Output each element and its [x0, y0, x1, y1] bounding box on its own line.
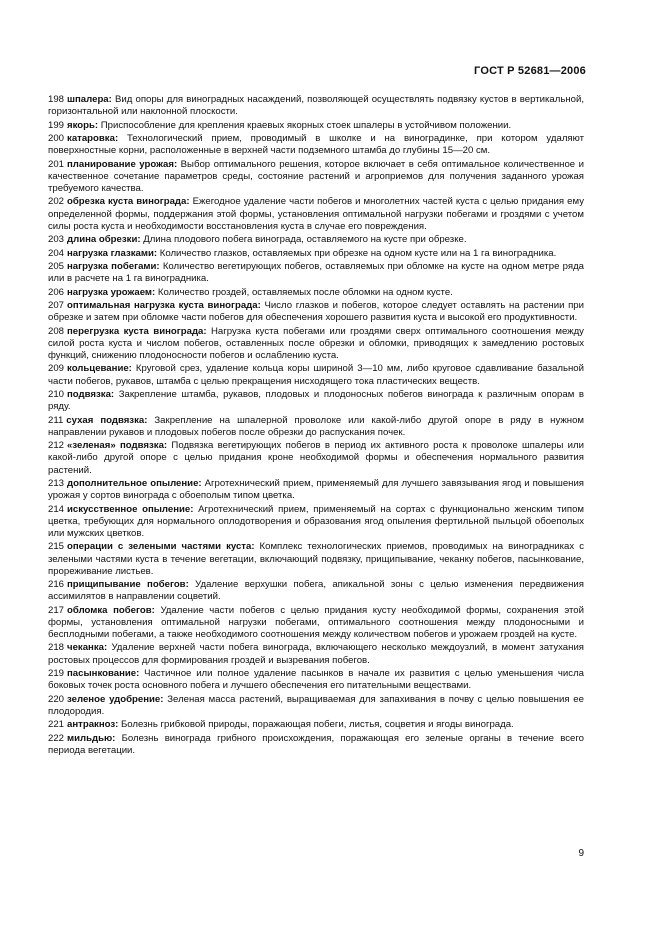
entry-number: 204 — [48, 247, 65, 259]
entry-term: планирование урожая: — [67, 158, 178, 170]
glossary-entry — [48, 389, 584, 413]
entry-term: нагрузка урожаем: — [67, 286, 156, 298]
glossary-entry — [48, 261, 584, 285]
entry-definition: Частичное или полное удаление пасынков в начале их развития с целью уменьшения числа боковых точек роста основного побега и лучшего обеспечения его питательными веществами. — [48, 668, 584, 692]
entry-term: дополнительное опыление: — [67, 477, 202, 489]
entry-term: якорь: — [67, 119, 99, 131]
glossary-entry — [48, 120, 584, 132]
entry-number: 210 — [48, 388, 65, 400]
entry-term: операции с зелеными частями куста: — [67, 541, 255, 553]
glossary-entry — [48, 579, 584, 603]
entry-term: прищипывание побегов: — [67, 579, 189, 591]
entry-definition: Удаление верхушки побега, апикальной зоны с целью изменения передвижения ассимилятов в направлении соцветий. — [48, 579, 584, 603]
entry-term: нагрузка побегами: — [67, 260, 160, 272]
entry-number: 199 — [48, 119, 65, 131]
entry-definition: Комплекс технологических приемов, проводимых на виноградниках с зелеными частями куста в течение вегетации, включающий подвязку, прищипывание, чеканку побегов, пасынкование, прореживание листьев. — [48, 541, 584, 577]
glossary-entry — [48, 287, 584, 299]
glossary-entry — [48, 415, 584, 439]
document-code: ГОСТ Р 52681—2006 — [474, 65, 586, 77]
entry-term: нагрузка глазками: — [67, 247, 158, 259]
entry-definition: Закрепление на шпалерной проволоке или какой-либо другой опоре в ряду в нужном направлении рукавов и плодовых побегов после обрезки до распускания почек. — [48, 414, 585, 438]
glossary-entry — [48, 248, 584, 260]
entry-term: перегрузка куста винограда: — [67, 325, 207, 337]
entry-term: мильдью: — [67, 732, 116, 744]
entry-number: 201 — [48, 158, 65, 170]
entry-number: 198 — [48, 94, 65, 105]
glossary-entry — [48, 196, 584, 233]
entry-term: катаровка: — [67, 132, 119, 144]
entry-term: сухая подвязка: — [66, 414, 148, 426]
entry-term: оптимальная нагрузка куста винограда: — [67, 299, 261, 311]
glossary-entry — [48, 133, 584, 157]
entry-number: 212 — [48, 440, 65, 452]
glossary-entries — [48, 94, 584, 758]
entry-definition: Число глазков и побегов, которое следует оставлять на растении при обрезке и затем при обломке части побегов для обеспечения хорошего развития куста и высокой его продуктивности. — [48, 299, 584, 324]
entry-definition: Ежегодное удаление части побегов и многолетних частей куста с целью придания ему определенной формы, поддержания этой формы, установления оптимальной нагрузки побегами и гроздями с учетом силы роста куста и необходимости восстановления куста в случае его повреждения. — [48, 196, 584, 232]
entry-term: искусственное опыление: — [67, 503, 194, 515]
entry-term: пасынкование: — [67, 668, 140, 680]
entry-number: 217 — [48, 604, 65, 616]
entry-number: 205 — [48, 260, 65, 272]
glossary-entry — [48, 668, 584, 692]
entry-number: 203 — [48, 234, 65, 246]
entry-number: 209 — [48, 363, 65, 375]
entry-definition: Удаление части побегов с целью придания кусту необходимой формы, сохранения этой формы, установления оптимальной нагрузки побегами, оптимального соотношения между плодоносными и бесплодными побегами, а также необходимого соотношения между количеством побегов и урожаем гроздей на кусте. — [48, 604, 584, 641]
entry-term: кольцевание: — [67, 363, 132, 375]
entry-definition: Болезнь винограда грибного происхождения, поражающая его зеленые органы в течение всего периода вегетации. — [48, 732, 584, 756]
entry-definition: Количество вегетирующих побегов, оставляемых при обломке на кусте на одном метре ряда или в расчете на 1 га виноградника. — [48, 260, 585, 285]
glossary-entry — [48, 478, 584, 502]
entry-number: 213 — [48, 477, 65, 489]
entry-term: зеленое удобрение: — [67, 693, 164, 705]
entry-number: 220 — [48, 693, 65, 705]
glossary-entry — [48, 541, 584, 578]
entry-number: 206 — [48, 286, 65, 298]
glossary-entry — [48, 94, 584, 118]
entry-definition: Вид опоры для виноградных насаждений, позволяющей осуществлять подвязку кустов в вертикальной, горизонтальной или наклонной плоскости. — [48, 94, 584, 118]
glossary-entry — [48, 733, 584, 757]
entry-term: длина обрезки: — [67, 234, 141, 246]
glossary-entry — [48, 605, 584, 642]
entry-term: шпалера: — [67, 94, 112, 105]
entry-term: обрезка куста винограда: — [67, 196, 190, 208]
entry-definition: Выбор оптимального решения, которое включает в себя оптимальное количественное и качественное сочетание параметров среды, состояние растений и агроприемов для получения заданного урожая требуемого качества. — [48, 158, 585, 194]
entry-number: 207 — [48, 299, 65, 311]
entry-definition: Удаление верхней части побега винограда, включающего несколько междоузлий, в момент затухания ростовых процессов для формирования гроздей и вызревания побегов. — [48, 642, 584, 666]
entry-definition: Приспособление для крепления краевых якорных стоек шпалеры в устойчивом положении. — [98, 119, 512, 131]
entry-number: 211 — [48, 414, 64, 426]
entry-definition: Количество гроздей, оставляемых после обломки на одном кусте. — [155, 286, 453, 298]
entry-term: обломка побегов: — [67, 604, 155, 616]
entry-number: 219 — [48, 668, 65, 680]
glossary-entry — [48, 234, 584, 246]
entry-term: антракноз: — [67, 719, 119, 731]
glossary-entry — [48, 440, 584, 477]
entry-definition: Агротехнический прием, применяемый на сортах с функционально женским типом цветка, требующих для нормального оплодотворения и образования ягод опыления фертильной пыльцой обоеполых или мужских цветков. — [48, 503, 584, 539]
entry-definition: Длина плодового побега винограда, оставляемого на кусте при обрезке. — [140, 234, 467, 246]
entry-definition: Агротехнический прием, применяемый для лучшего завязывания ягод и повышения урожая у сортов винограда с обоеполым типом цветка. — [48, 477, 585, 502]
glossary-entry — [48, 363, 584, 387]
entry-number: 222 — [48, 732, 65, 744]
entry-term: подвязка: — [67, 388, 115, 400]
entry-definition: Нагрузка куста побегами или гроздями сверх оптимального соотношения между силой роста куста и числом побегов, оставленных после обрезки и обломки, приводящих к замедлению ростовых функций, снижению плодоносности побегов и ослаблению куста. — [48, 325, 584, 361]
glossary-entry — [48, 159, 584, 196]
entry-definition: Болезнь грибковой природы, поражающая побеги, листья, соцветия и ягоды винограда. — [118, 719, 514, 731]
entry-number: 200 — [48, 132, 65, 144]
entry-number: 202 — [48, 196, 65, 208]
entry-number: 215 — [48, 541, 65, 553]
glossary-entry — [48, 694, 584, 718]
entry-term: «зеленая» подвязка: — [67, 440, 168, 452]
entry-number: 216 — [48, 579, 65, 591]
entry-number: 214 — [48, 503, 65, 515]
glossary-entry — [48, 326, 584, 363]
glossary-entry — [48, 719, 584, 731]
entry-definition: Зеленая масса растений, выращиваемая для запахивания в почву с целью повышения ее плодородия. — [48, 693, 584, 717]
entry-number: 218 — [48, 642, 65, 654]
entry-definition: Количество глазков, оставляемых при обрезке на одном кусте или на 1 га виноградника. — [157, 247, 557, 259]
entry-term: чеканка: — [67, 642, 108, 654]
glossary-entry — [48, 504, 584, 541]
entry-definition: Подвязка вегетирующих побегов в период их активного роста к проволоке шпалеры или какой-либо другой опоре с целью придания кроне необходимой формы и обеспечения нормального развития растений. — [48, 440, 585, 476]
entry-definition: Закрепление штамба, рукавов, плодовых и плодоносных побегов винограда к различным опорам в ряду. — [48, 388, 584, 413]
entry-definition: Технологический прием, проводимый в школке и на виноградинке, при котором удаляют поверхностные корни, расположенные в верхней части подземного штамба до глубины 15—20 см. — [48, 132, 584, 157]
entry-number: 208 — [48, 325, 65, 337]
glossary-entry — [48, 300, 584, 324]
entry-number: 221 — [48, 719, 65, 731]
entry-definition: Круговой срез, удаление кольца коры шириной 3—10 мм, либо круговое сдавливание базальной части побегов, рукавов, штамба с целью прекращения нисходящего тока пластических веществ. — [48, 363, 584, 387]
glossary-entry — [48, 642, 584, 666]
page-number: 9 — [578, 848, 584, 859]
